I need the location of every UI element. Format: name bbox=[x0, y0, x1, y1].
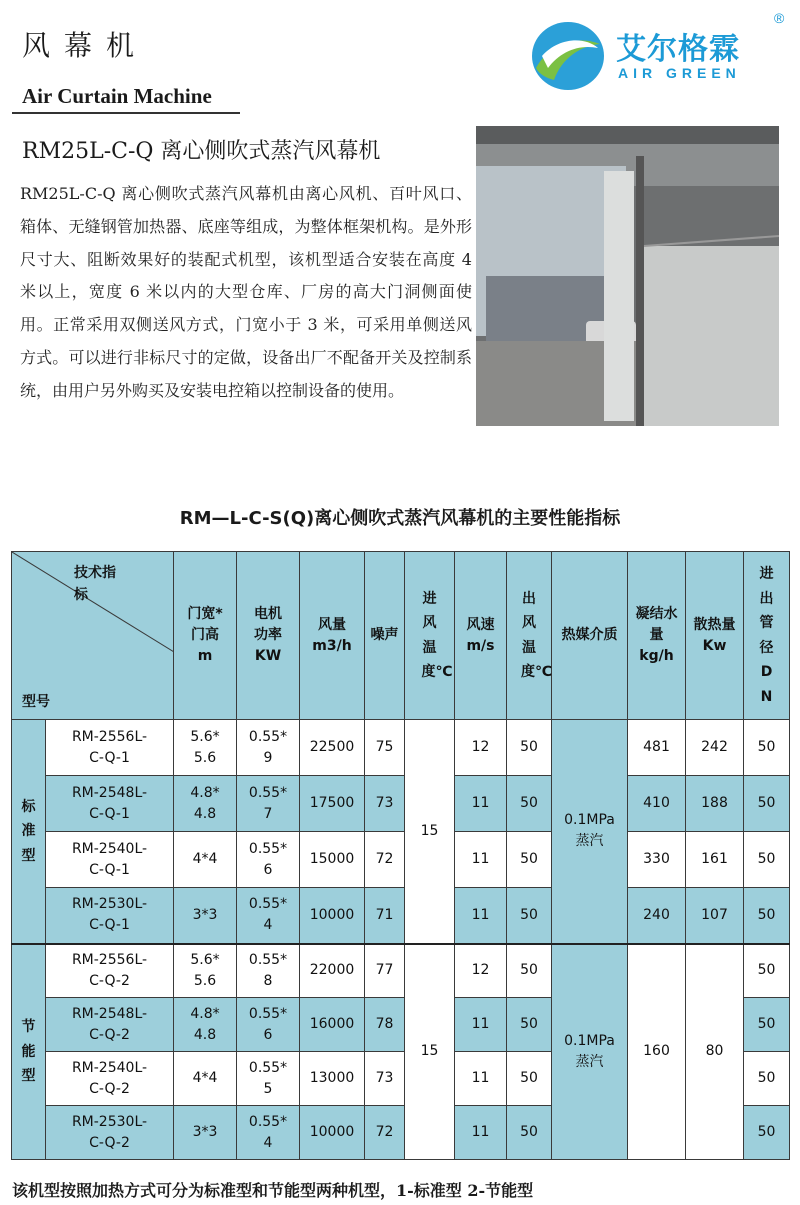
group-label-standard: 标准型 bbox=[12, 720, 46, 944]
cell-condensate: 481 bbox=[628, 720, 686, 776]
cell-noise: 73 bbox=[365, 776, 405, 832]
header-tech-index bbox=[74, 562, 124, 607]
cell-model: RM-2540L-C-Q-2 bbox=[46, 1052, 174, 1106]
cell-model: RM-2556L-C-Q-2 bbox=[46, 944, 174, 998]
cell-outlet-temp: 50 bbox=[507, 776, 552, 832]
cell-motor: 0.55*6 bbox=[237, 998, 300, 1052]
cell-condensate: 240 bbox=[628, 888, 686, 944]
header-inlet-temp: 进风温度℃ bbox=[405, 552, 455, 720]
cell-heat: 242 bbox=[686, 720, 744, 776]
cell-noise: 72 bbox=[365, 1106, 405, 1160]
cell-motor: 0.55*7 bbox=[237, 776, 300, 832]
cell-speed: 11 bbox=[455, 1106, 507, 1160]
cell-outlet-temp: 50 bbox=[507, 944, 552, 998]
product-photo bbox=[476, 126, 779, 426]
cell-model: RM-2540L-C-Q-1 bbox=[46, 832, 174, 888]
cell-condensate-energy: 160 bbox=[628, 944, 686, 1160]
cell-condensate: 330 bbox=[628, 832, 686, 888]
header-pipe: 进出管径DN bbox=[744, 552, 790, 720]
cell-airflow: 13000 bbox=[300, 1052, 365, 1106]
cell-pipe: 50 bbox=[744, 1106, 790, 1160]
header-motor: 电机功率KW bbox=[237, 552, 300, 720]
cell-motor: 0.55*9 bbox=[237, 720, 300, 776]
header-tech-index-text: 技术指标 bbox=[74, 565, 116, 604]
cell-outlet-temp: 50 bbox=[507, 888, 552, 944]
cell-door: 5.6*5.6 bbox=[174, 720, 237, 776]
header-airflow: 风量m3/h bbox=[300, 552, 365, 720]
cell-outlet-temp: 50 bbox=[507, 1106, 552, 1160]
cell-speed: 11 bbox=[455, 1052, 507, 1106]
header-medium: 热媒介质 bbox=[552, 552, 628, 720]
table-header-row bbox=[12, 552, 790, 720]
product-title: RM25L-C-Q 离心侧吹式蒸汽风幕机 bbox=[22, 139, 381, 164]
cell-heat: 161 bbox=[686, 832, 744, 888]
cell-condensate: 410 bbox=[628, 776, 686, 832]
cell-door: 4.8*4.8 bbox=[174, 776, 237, 832]
cell-speed: 11 bbox=[455, 888, 507, 944]
cell-model: RM-2530L-C-Q-2 bbox=[46, 1106, 174, 1160]
cell-noise: 73 bbox=[365, 1052, 405, 1106]
cell-noise: 71 bbox=[365, 888, 405, 944]
table-title: RM—L-C-S(Q)离心侧吹式蒸汽风幕机的主要性能指标 bbox=[179, 508, 621, 529]
cell-model: RM-2530L-C-Q-1 bbox=[46, 888, 174, 944]
cell-medium-energy: 0.1MPa蒸汽 bbox=[552, 944, 628, 1160]
header-noise: 噪声 bbox=[365, 552, 405, 720]
cell-door: 4*4 bbox=[174, 1052, 237, 1106]
cell-pipe: 50 bbox=[744, 998, 790, 1052]
cell-pipe: 50 bbox=[744, 888, 790, 944]
cell-airflow: 10000 bbox=[300, 888, 365, 944]
cell-speed: 11 bbox=[455, 832, 507, 888]
cell-speed: 12 bbox=[455, 720, 507, 776]
header-model: 型号 bbox=[22, 694, 50, 710]
cell-pipe: 50 bbox=[744, 1052, 790, 1106]
cell-heat: 107 bbox=[686, 888, 744, 944]
cell-motor: 0.55*4 bbox=[237, 888, 300, 944]
cell-airflow: 22000 bbox=[300, 944, 365, 998]
cell-noise: 75 bbox=[365, 720, 405, 776]
cell-airflow: 16000 bbox=[300, 998, 365, 1052]
cell-model: RM-2548L-C-Q-1 bbox=[46, 776, 174, 832]
header-heat: 散热量Kw bbox=[686, 552, 744, 720]
cell-outlet-temp: 50 bbox=[507, 720, 552, 776]
cell-speed: 11 bbox=[455, 776, 507, 832]
brand-logo bbox=[526, 10, 796, 100]
cell-noise: 78 bbox=[365, 998, 405, 1052]
header-speed: 风速m/s bbox=[455, 552, 507, 720]
cell-motor: 0.55*5 bbox=[237, 1052, 300, 1106]
cell-door: 3*3 bbox=[174, 1106, 237, 1160]
cell-heat-energy: 80 bbox=[686, 944, 744, 1160]
brand-name-en: AIR GREEN bbox=[618, 65, 741, 81]
cell-outlet-temp: 50 bbox=[507, 998, 552, 1052]
cell-model: RM-2548L-C-Q-2 bbox=[46, 998, 174, 1052]
warehouse-photo-illustration bbox=[476, 126, 779, 426]
cell-motor: 0.55*8 bbox=[237, 944, 300, 998]
cell-speed: 11 bbox=[455, 998, 507, 1052]
cell-model: RM-2556L-C-Q-1 bbox=[46, 720, 174, 776]
table-row bbox=[12, 944, 790, 998]
brand-emblem-icon bbox=[528, 16, 608, 96]
header-outlet-temp: 出风温度℃ bbox=[507, 552, 552, 720]
table-row bbox=[12, 720, 790, 776]
group-label-energy: 节能型 bbox=[12, 944, 46, 1160]
cell-noise: 72 bbox=[365, 832, 405, 888]
cell-airflow: 22500 bbox=[300, 720, 365, 776]
cell-door: 3*3 bbox=[174, 888, 237, 944]
cell-inlet-temp-energy: 15 bbox=[405, 944, 455, 1160]
cell-pipe: 50 bbox=[744, 776, 790, 832]
cell-airflow: 15000 bbox=[300, 832, 365, 888]
cell-outlet-temp: 50 bbox=[507, 1052, 552, 1106]
cell-door: 4*4 bbox=[174, 832, 237, 888]
title-underline bbox=[12, 112, 240, 114]
cell-door: 4.8*4.8 bbox=[174, 998, 237, 1052]
cell-door: 5.6*5.6 bbox=[174, 944, 237, 998]
cell-motor: 0.55*4 bbox=[237, 1106, 300, 1160]
cell-inlet-temp-standard: 15 bbox=[405, 720, 455, 944]
cell-medium-standard: 0.1MPa蒸汽 bbox=[552, 720, 628, 944]
cell-motor: 0.55*6 bbox=[237, 832, 300, 888]
cell-noise: 77 bbox=[365, 944, 405, 998]
page-title-en: Air Curtain Machine bbox=[22, 84, 212, 108]
cell-pipe: 50 bbox=[744, 944, 790, 998]
table-row bbox=[12, 832, 790, 888]
cell-airflow: 10000 bbox=[300, 1106, 365, 1160]
header-diagonal-cell bbox=[12, 552, 174, 720]
cell-pipe: 50 bbox=[744, 832, 790, 888]
brand-name-cn: 艾尔格霖 bbox=[616, 32, 740, 67]
cell-outlet-temp: 50 bbox=[507, 832, 552, 888]
footer-note: 该机型按照加热方式可分为标准型和节能型两种机型，1-标准型 2-节能型 bbox=[12, 1181, 534, 1200]
registered-mark: ® bbox=[774, 10, 785, 26]
cell-pipe: 50 bbox=[744, 720, 790, 776]
table-row bbox=[12, 888, 790, 944]
product-description: RM25L-C-Q 离心侧吹式蒸汽风幕机由离心风机、百叶风口、箱体、无缝钢管加热器、底座等组成，为整体框架机构。是外形尺寸大、阻断效果好的装配式机型，该机型适合安装在高度 4 米以上，宽度 6 米以内的大型仓库、厂房的高大门洞侧面使用。正常采用双侧送风方式，门宽小于 3 米，可采用单侧送风方式。可以进行非标尺寸的定做，设备出厂不配备开关及控制系统，由用户另外购买及安装电控箱以控制设备的使用。 bbox=[20, 184, 472, 400]
cell-heat: 188 bbox=[686, 776, 744, 832]
cell-speed: 12 bbox=[455, 944, 507, 998]
header-condensate: 凝结水量kg/h bbox=[628, 552, 686, 720]
spec-table bbox=[11, 551, 790, 1160]
table-row bbox=[12, 776, 790, 832]
page-title-cn: 风幕机 bbox=[22, 29, 149, 62]
header-door: 门宽*门高m bbox=[174, 552, 237, 720]
cell-airflow: 17500 bbox=[300, 776, 365, 832]
